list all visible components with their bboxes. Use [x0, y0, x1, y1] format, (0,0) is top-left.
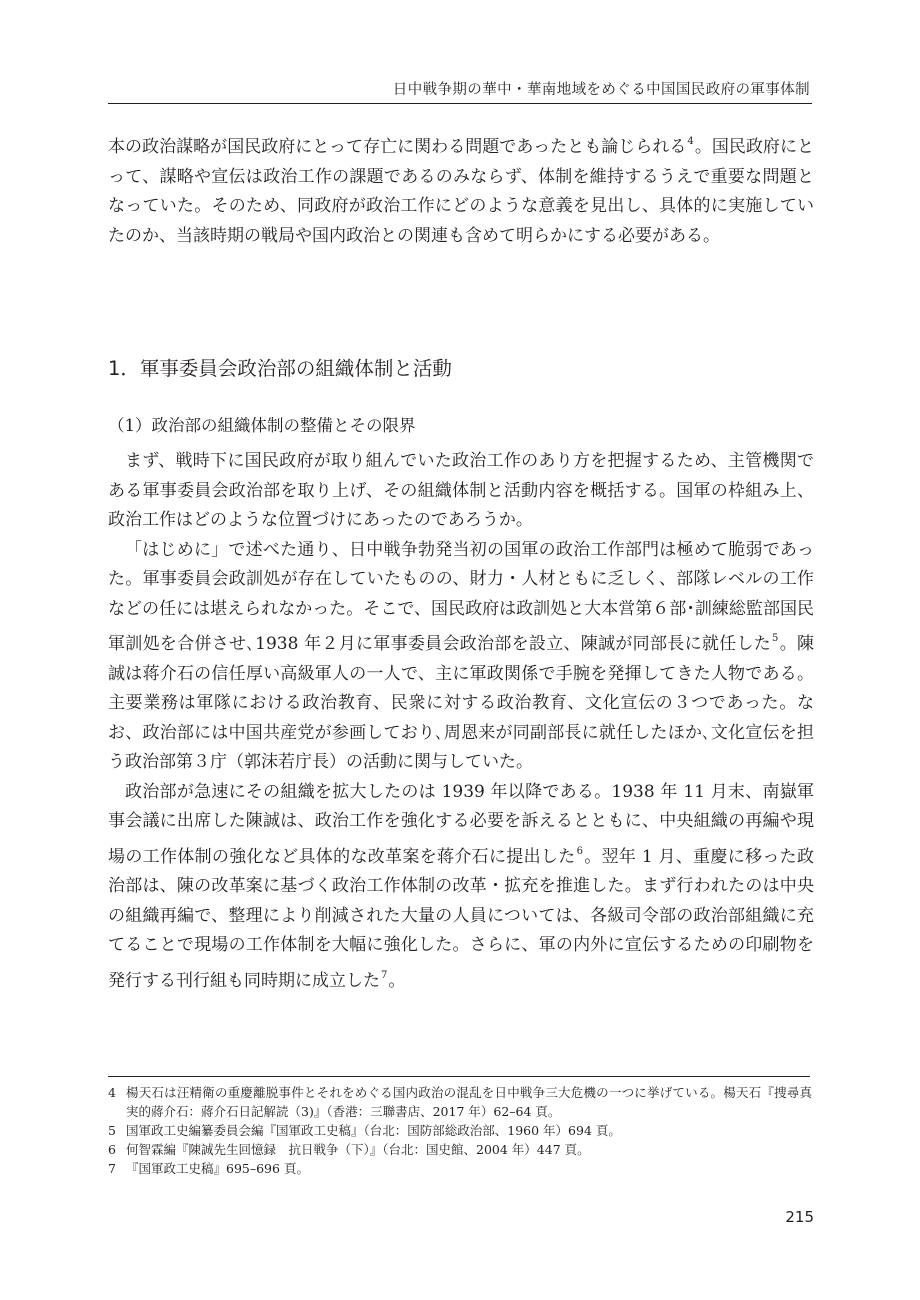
- footnote-text: 『国軍政工史稿』695–696 頁。: [126, 1161, 309, 1176]
- footnote-item: [108, 1159, 812, 1178]
- footnote-item: [108, 1140, 812, 1159]
- paragraph-2-text-a: 「はじめに」で述べた通り、日中戦争勃発当初の国軍の政治工作部門は極めて脆弱であった。軍事委員会政訓処が存在していたものの、財力・人材ともに乏しく、部隊レベルの工作などの任には堪えられなかった。そこで、国民政府は政訓処と大本営第６部･訓練総監部国民軍訓処を合併させ､1938 年２月に軍事委員会政治部を設立、陳誠が同部長に就任した: [108, 539, 814, 654]
- paragraph-2-text-b: 。陳誠は蒋介石の信任厚い高級軍人の一人で、主に軍政関係で手腕を発揮してきた人物である。主要業務は軍隊における政治教育、民衆に対する政治教育、文化宣伝の３つであった。なお、政治部には中国共産党が参画しており､周恩来が同副部長に就任したほか､文化宣伝を担う政治部第３庁（郭沫若庁長）の活動に関与していた。: [108, 634, 814, 772]
- footnote-ref-4: 4: [687, 136, 694, 147]
- page-number: 215: [785, 1208, 814, 1226]
- footnote-ref-6: 6: [576, 845, 583, 857]
- body-paragraph-3: [108, 778, 814, 997]
- intro-text-a: 本の政治謀略が国民政府にとって存亡に関わる問題であったとも論じられる: [108, 137, 687, 157]
- body-paragraph-2: [108, 536, 814, 778]
- paragraph-3-text-a: 政治部が急速にその組織を拡大したのは 1939 年以降である。1938 年 11 月末、南嶽軍事会議に出席した陳誠は、政治工作を強化する必要を訴えるとともに、中央組織の再編や現場の工作体制の強化など具体的な改革案を蒋介石に提出した: [108, 781, 814, 867]
- footnote-ref-5: 5: [772, 633, 779, 644]
- footnote-text: 国軍政工史編纂委員会編『国軍政工史稿』（台北：国防部総政治部、1960 年）694 頁。: [126, 1123, 621, 1138]
- running-head: 日中戦争期の華中・華南地域をめぐる中国国民政府の軍事体制: [392, 82, 810, 98]
- footnote-item: [108, 1121, 812, 1140]
- subsection-heading: （1）政治部の組織体制の整備とその限界: [108, 416, 416, 435]
- body-text: [108, 447, 814, 996]
- footnote-number: 6: [108, 1142, 116, 1157]
- paragraph-3-text-b: 。翌年 1 月、重慶に移った政治部は、陳の改革案に基づく政治工作体制の改革・拡充を推進した。まず行われたのは中央の組織再編で、整理により削減された大量の人員については、各級司令部の政治部組織に充てることで現場の工作体制を大幅に強化した。さらに、軍の内外に宣伝するための印刷物を発行する刊行組も同時期に成立した: [108, 846, 814, 991]
- header-rule: [108, 103, 812, 104]
- intro-text-b: 。国民政府にとって、謀略や宣伝は政治工作の課題であるのみならず、体制を維持するうえで重要な問題となっていた。そのため、同政府が政治工作にどのような意義を見出し、具体的に実施していたのか、当該時期の戦局や国内政治との関連も含めて明らかにする必要がある。: [108, 137, 814, 246]
- body-paragraph-1: まず、戦時下に国民政府が取り組んでいた政治工作のあり方を把握するため、主管機関である軍事委員会政治部を取り上げ、その組織体制と活動内容を概括する。国軍の枠組み上、政治工作はどのような位置づけにあったのであろうか。: [108, 451, 814, 530]
- paragraph-3-text-c: 。: [388, 970, 406, 991]
- footnote-number: 5: [108, 1123, 116, 1138]
- footnote-ref-7: 7: [381, 969, 388, 981]
- footnote-rule: [108, 1076, 810, 1077]
- footnote-number: 7: [108, 1161, 116, 1176]
- footnote-item: [108, 1083, 812, 1121]
- section-heading: 1．軍事委員会政治部の組織体制と活動: [108, 357, 452, 380]
- intro-paragraph: [108, 127, 814, 251]
- footnotes: [108, 1083, 812, 1178]
- intro-text: [108, 127, 814, 251]
- footnote-number: 4: [108, 1085, 116, 1100]
- footnote-text: 何智霖編『陳誠先生回憶録 抗日戦争（下）』（台北：国史館、2004 年）447 頁。: [126, 1142, 590, 1157]
- footnote-text: 楊天石は汪精衛の重慶離脱事件とそれをめぐる国内政治の混乱を日中戦争三大危機の一つに挙げている。楊天石『捜尋真実的蔣介石：蔣介石日記解読（3)』（香港：三聯書店、2017 年）62–64 頁。: [126, 1085, 812, 1119]
